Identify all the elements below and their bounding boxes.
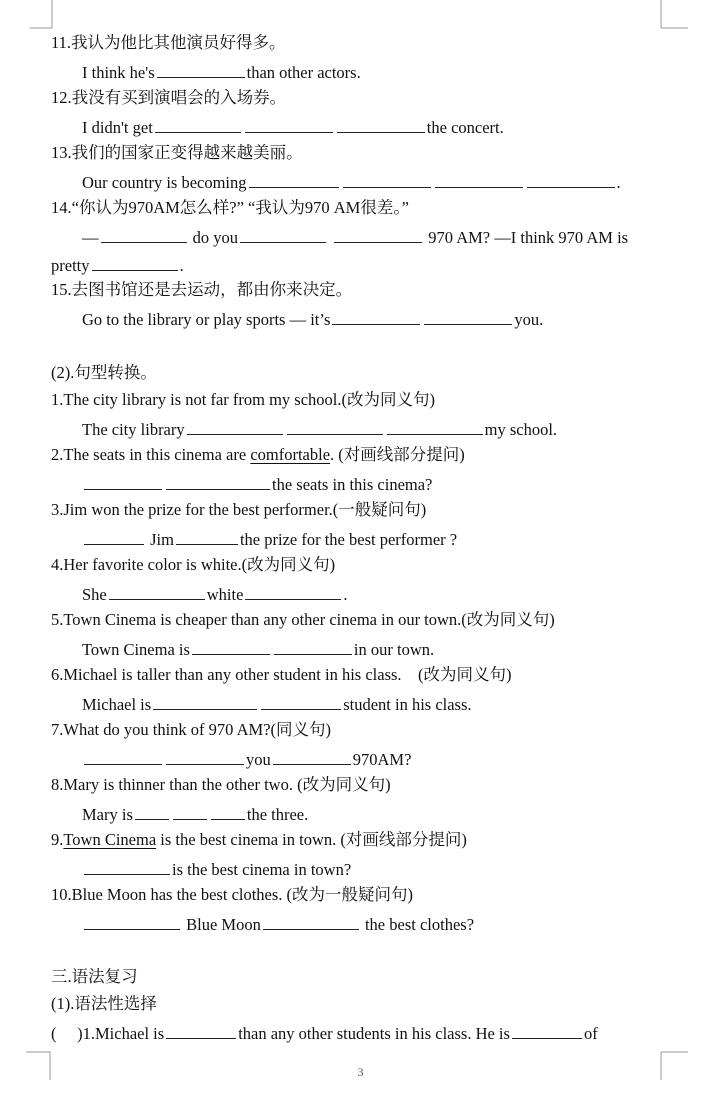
q11-english: I think he's than other actors. bbox=[82, 60, 361, 82]
q13-chinese: 13.我们的国家正变得越来越美丽。 bbox=[51, 143, 303, 162]
blank[interactable] bbox=[84, 527, 144, 545]
blank[interactable] bbox=[273, 747, 351, 765]
blank[interactable] bbox=[334, 225, 422, 243]
blank[interactable] bbox=[332, 307, 420, 325]
blank[interactable] bbox=[135, 802, 169, 820]
blank[interactable] bbox=[337, 115, 425, 133]
blank[interactable] bbox=[109, 582, 205, 600]
blank[interactable] bbox=[84, 747, 162, 765]
blank[interactable] bbox=[155, 115, 241, 133]
g1-question: ( )1.Michael is than any other students in his class. He is of bbox=[51, 1021, 598, 1043]
blank[interactable] bbox=[263, 912, 359, 930]
s3-answer: Jim the prize for the best performer ? bbox=[82, 527, 457, 549]
s1-question: 1.The city library is not far from my school.(改为同义句) bbox=[51, 390, 436, 409]
s4-question: 4.Her favorite color is white.(改为同义句) bbox=[51, 555, 336, 574]
s9-answer: is the best cinema in town? bbox=[82, 857, 351, 879]
blank[interactable] bbox=[84, 857, 170, 875]
blank[interactable] bbox=[274, 637, 352, 655]
q11-chinese: 11.我认为他比其他演员好得多。 bbox=[51, 33, 286, 52]
blank[interactable] bbox=[187, 417, 283, 435]
blank[interactable] bbox=[261, 692, 341, 710]
q15-english: Go to the library or play sports — it’s you. bbox=[82, 307, 543, 329]
q12-chinese: 12.我没有买到演唱会的入场券。 bbox=[51, 88, 287, 107]
s5-answer: Town Cinema is in our town. bbox=[82, 637, 434, 659]
s8-answer: Mary is the three. bbox=[82, 802, 308, 824]
s6-question: 6.Michael is taller than any other student in his class. (改为同义句) bbox=[51, 665, 512, 684]
blank[interactable] bbox=[240, 225, 326, 243]
s7-question: 7.What do you think of 970 AM?(同义句) bbox=[51, 720, 332, 739]
s1-answer: The city library my school. bbox=[82, 417, 557, 439]
blank[interactable] bbox=[435, 170, 523, 188]
blank[interactable] bbox=[387, 417, 483, 435]
s3-question: 3.Jim won the prize for the best performer.(一般疑问句) bbox=[51, 500, 427, 519]
s5-question: 5.Town Cinema is cheaper than any other cinema in our town.(改为同义句) bbox=[51, 610, 555, 629]
page-number: 3 bbox=[357, 1065, 364, 1079]
blank[interactable] bbox=[166, 747, 244, 765]
blank[interactable] bbox=[92, 253, 178, 271]
s7-answer: you 970AM? bbox=[82, 747, 411, 769]
corner-mark-top-left bbox=[30, 0, 54, 30]
s4-answer: She white . bbox=[82, 582, 348, 604]
blank[interactable] bbox=[287, 417, 383, 435]
s8-question: 8.Mary is thinner than the other two. (改为同义句) bbox=[51, 775, 391, 794]
blank[interactable] bbox=[343, 170, 431, 188]
q14-english-line1: — do you 970 AM? —I think 970 AM is bbox=[82, 225, 628, 247]
blank[interactable] bbox=[153, 692, 257, 710]
q13-english: Our country is becoming . bbox=[82, 170, 621, 192]
blank[interactable] bbox=[424, 307, 512, 325]
blank[interactable] bbox=[527, 170, 615, 188]
q15-chinese: 15.去图书馆还是去运动，都由你来决定。 bbox=[51, 280, 353, 299]
blank[interactable] bbox=[166, 1021, 236, 1039]
blank[interactable] bbox=[192, 637, 270, 655]
blank[interactable] bbox=[101, 225, 187, 243]
s6-answer: Michael is student in his class. bbox=[82, 692, 472, 714]
blank[interactable] bbox=[176, 527, 238, 545]
q14-english-line2: pretty . bbox=[51, 253, 184, 275]
blank[interactable] bbox=[84, 912, 180, 930]
blank[interactable] bbox=[512, 1021, 582, 1039]
corner-mark-top-right bbox=[660, 0, 690, 30]
s9-question: 9.Town Cinema is the best cinema in town. (对画线部分提问) bbox=[51, 830, 467, 849]
blank[interactable] bbox=[249, 170, 339, 188]
blank[interactable] bbox=[245, 115, 333, 133]
blank[interactable] bbox=[157, 60, 245, 78]
section-3-title: 三.语法复习 bbox=[51, 967, 138, 986]
s10-question: 10.Blue Moon has the best clothes. (改为一般疑问句) bbox=[51, 885, 414, 904]
q12-english: I didn't get the concert. bbox=[82, 115, 504, 137]
section-2-title: (2).句型转换。 bbox=[51, 363, 157, 382]
blank[interactable] bbox=[245, 582, 341, 600]
section-3-subtitle: (1).语法性选择 bbox=[51, 994, 157, 1013]
blank[interactable] bbox=[173, 802, 207, 820]
blank[interactable] bbox=[211, 802, 245, 820]
q14-chinese: 14.“你认为970AM怎么样?” “我认为970 AM很差。” bbox=[51, 198, 409, 217]
s2-question: 2.The seats in this cinema are comfortable. (对画线部分提问) bbox=[51, 445, 465, 464]
s10-answer: Blue Moon the best clothes? bbox=[82, 912, 474, 934]
s2-answer: the seats in this cinema? bbox=[82, 472, 432, 494]
blank[interactable] bbox=[166, 472, 270, 490]
blank[interactable] bbox=[84, 472, 162, 490]
